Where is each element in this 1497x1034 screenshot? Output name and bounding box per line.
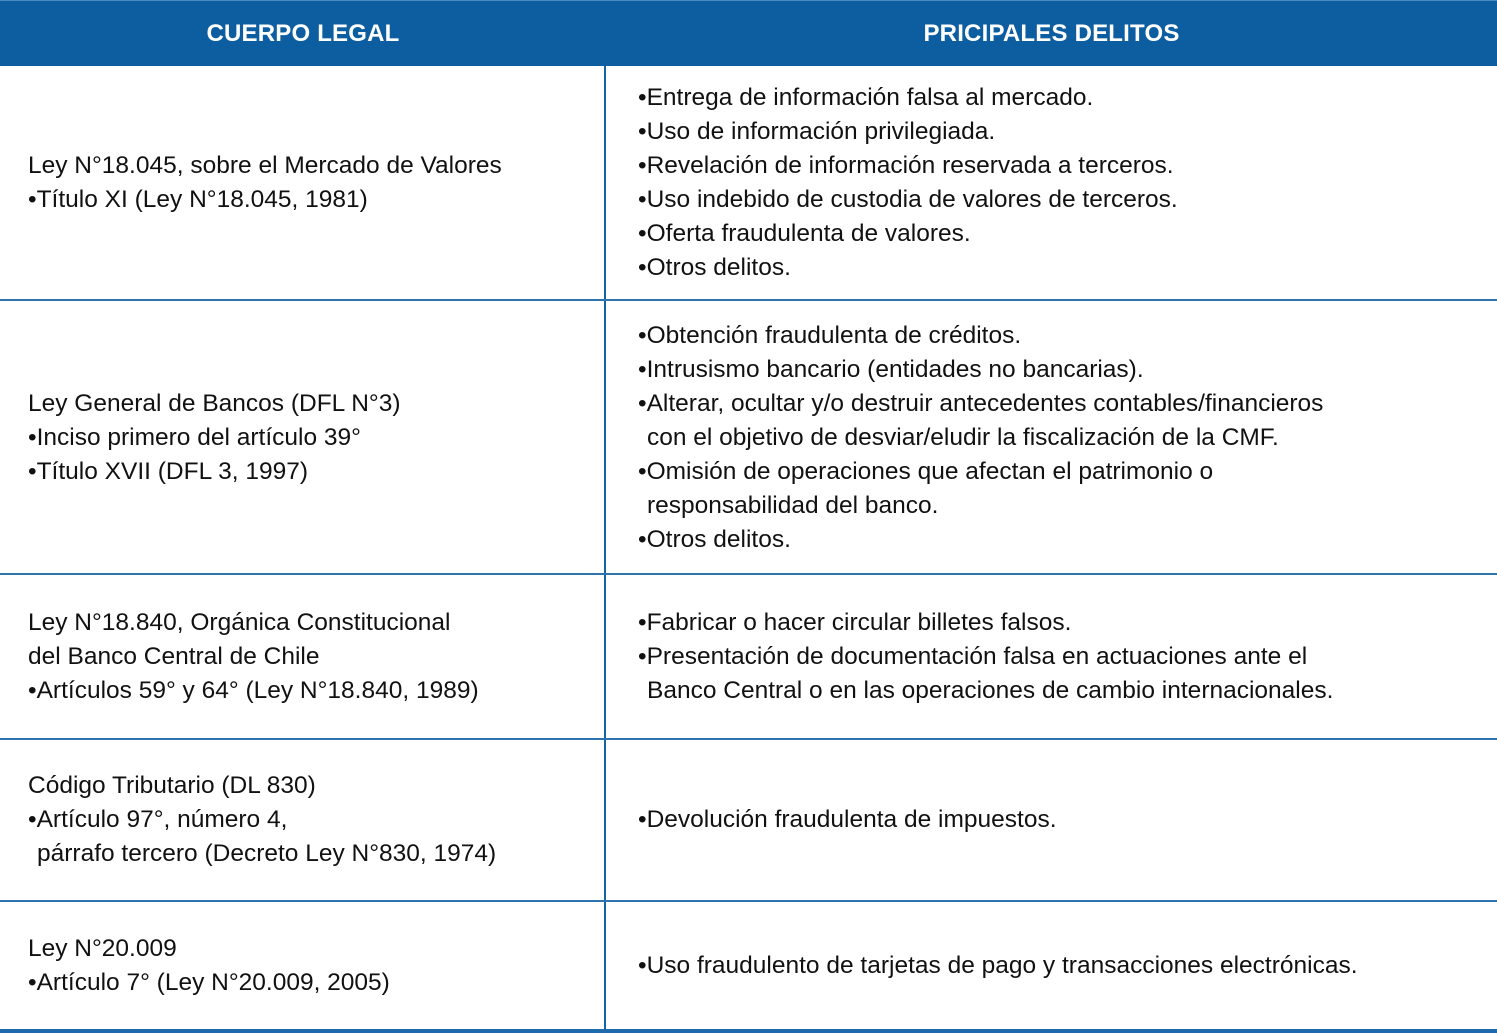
cuerpo-legal-line: •Inciso primero del artículo 39° bbox=[28, 423, 361, 451]
delito-item: •Uso fraudulento de tarjetas de pago y transacciones electrónicas. bbox=[638, 951, 1358, 979]
header-principales-delitos: PRICIPALES DELITOS bbox=[923, 20, 1180, 47]
cuerpo-legal-line: •Artículo 97°, número 4, bbox=[28, 806, 288, 833]
delito-item: •Presentación de documentación falsa en actuaciones ante el bbox=[638, 642, 1308, 670]
delito-item: •Uso indebido de custodia de valores de terceros. bbox=[638, 186, 1178, 213]
delito-item: •Intrusismo bancario (entidades no bancarias). bbox=[638, 355, 1144, 383]
delito-item: •Fabricar o hacer circular billetes falsos. bbox=[638, 608, 1072, 636]
cuerpo-legal-line: Ley N°20.009 bbox=[28, 934, 177, 962]
delito-item: •Revelación de información reservada a terceros. bbox=[638, 152, 1174, 179]
table-row bbox=[0, 740, 1497, 900]
cuerpo-legal-cell bbox=[28, 740, 598, 900]
table-row bbox=[0, 575, 1497, 738]
cuerpo-legal-cell bbox=[28, 301, 598, 574]
delitos-cell bbox=[638, 575, 1488, 738]
header-cuerpo-legal: CUERPO LEGAL bbox=[206, 20, 400, 47]
delito-item-continuation: responsabilidad del banco. bbox=[647, 491, 939, 519]
delito-item-continuation: con el objetivo de desviar/eludir la fiscalización de la CMF. bbox=[647, 423, 1279, 451]
table-bottom-border bbox=[0, 1029, 1497, 1033]
cuerpo-legal-line: del Banco Central de Chile bbox=[28, 642, 320, 670]
cuerpo-legal-line: Ley General de Bancos (DFL N°3) bbox=[28, 389, 401, 417]
delito-item: •Otros delitos. bbox=[638, 525, 791, 553]
delito-item: •Alterar, ocultar y/o destruir antecedentes contables/financieros bbox=[638, 389, 1324, 417]
cuerpo-legal-line: •Artículo 7° (Ley N°20.009, 2005) bbox=[28, 968, 390, 996]
cuerpo-legal-line: Código Tributario (DL 830) bbox=[28, 772, 316, 799]
delitos-cell bbox=[638, 66, 1488, 300]
delito-item: •Obtención fraudulenta de créditos. bbox=[638, 321, 1022, 349]
delito-item: •Oferta fraudulenta de valores. bbox=[638, 220, 971, 247]
delitos-cell bbox=[638, 301, 1488, 574]
cuerpo-legal-line: •Título XVII (DFL 3, 1997) bbox=[28, 457, 309, 485]
table-row bbox=[0, 301, 1497, 574]
cuerpo-legal-cell bbox=[28, 66, 598, 300]
cuerpo-legal-line: Ley N°18.045, sobre el Mercado de Valores bbox=[28, 152, 502, 179]
cuerpo-legal-line: •Artículos 59° y 64° (Ley N°18.840, 1989) bbox=[28, 676, 479, 704]
delito-item: •Devolución fraudulenta de impuestos. bbox=[638, 806, 1057, 833]
table-row bbox=[0, 902, 1497, 1029]
delito-item: •Uso de información privilegiada. bbox=[638, 118, 996, 145]
cuerpo-legal-line: Ley N°18.840, Orgánica Constitucional bbox=[28, 608, 451, 636]
delito-item: •Omisión de operaciones que afectan el patrimonio o bbox=[638, 457, 1214, 485]
table-row bbox=[0, 66, 1497, 300]
delito-item: •Entrega de información falsa al mercado. bbox=[638, 84, 1094, 111]
delito-item: •Otros delitos. bbox=[638, 254, 791, 281]
cuerpo-legal-cell bbox=[28, 902, 598, 1029]
delito-item-continuation: Banco Central o en las operaciones de cambio internacionales. bbox=[647, 676, 1334, 704]
delitos-cell bbox=[638, 902, 1488, 1029]
delitos-cell bbox=[638, 740, 1488, 900]
cuerpo-legal-line: •Título XI (Ley N°18.045, 1981) bbox=[28, 186, 368, 213]
cuerpo-legal-cell bbox=[28, 575, 598, 738]
table-header bbox=[0, 0, 1497, 66]
cuerpo-legal-line: párrafo tercero (Decreto Ley N°830, 1974) bbox=[37, 840, 497, 867]
